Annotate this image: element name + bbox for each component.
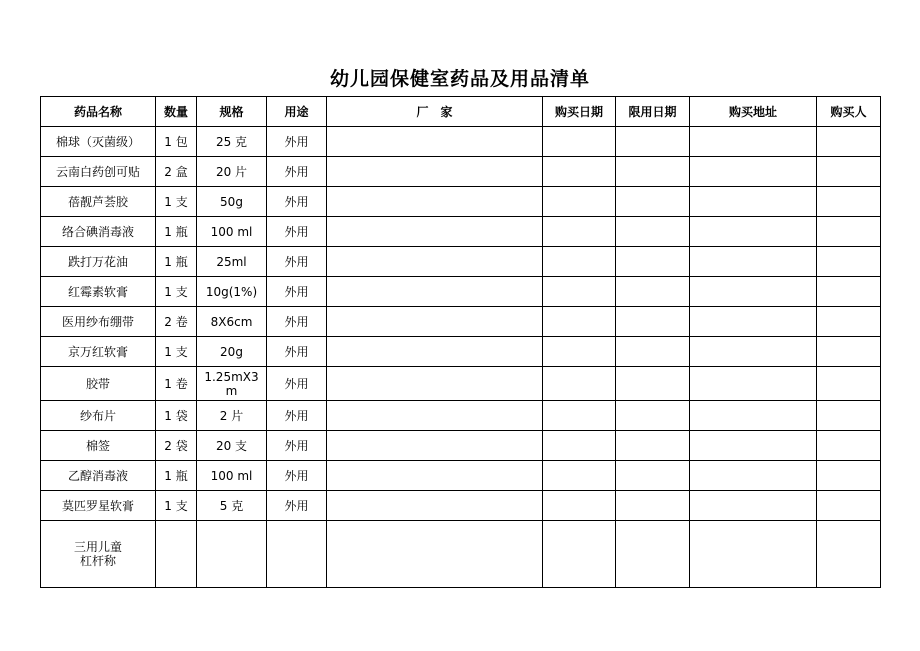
cell-manufacturer xyxy=(327,307,543,337)
cell-spec: 100 ml xyxy=(197,217,267,247)
table-row xyxy=(41,217,881,247)
cell-qty: 1 包 xyxy=(156,127,197,157)
cell-qty: 1 卷 xyxy=(156,367,197,401)
table-row xyxy=(41,187,881,217)
cell-name: 棉球（灭菌级） xyxy=(41,127,156,157)
cell-purchase-address xyxy=(690,157,817,187)
cell-name: 蓓靓芦荟胶 xyxy=(41,187,156,217)
header-purchase-address: 购买地址 xyxy=(690,97,817,127)
cell-manufacturer xyxy=(327,277,543,307)
table-row xyxy=(41,367,881,401)
cell-manufacturer xyxy=(327,337,543,367)
cell-manufacturer xyxy=(327,521,543,588)
cell-manufacturer xyxy=(327,401,543,431)
table-row xyxy=(41,491,881,521)
cell-expiry-date xyxy=(616,187,690,217)
cell-name: 络合碘消毒液 xyxy=(41,217,156,247)
cell-purchase-address xyxy=(690,127,817,157)
cell-purchaser xyxy=(817,277,881,307)
table-row xyxy=(41,337,881,367)
cell-purchase-date xyxy=(543,157,616,187)
cell-purchase-address xyxy=(690,367,817,401)
cell-name: 京万红软膏 xyxy=(41,337,156,367)
cell-manufacturer xyxy=(327,367,543,401)
cell-purchaser xyxy=(817,217,881,247)
cell-purchase-address xyxy=(690,491,817,521)
cell-purchaser xyxy=(817,521,881,588)
cell-purchase-address xyxy=(690,401,817,431)
cell-purchase-date xyxy=(543,277,616,307)
header-purchase-date: 购买日期 xyxy=(543,97,616,127)
inventory-table xyxy=(40,96,881,588)
cell-use: 外用 xyxy=(267,337,327,367)
header-qty: 数量 xyxy=(156,97,197,127)
cell-purchaser xyxy=(817,337,881,367)
cell-purchaser xyxy=(817,247,881,277)
cell-name: 胶带 xyxy=(41,367,156,401)
cell-name xyxy=(41,521,156,588)
cell-qty: 1 袋 xyxy=(156,401,197,431)
cell-purchaser xyxy=(817,431,881,461)
cell-purchase-date xyxy=(543,187,616,217)
cell-name-line1: 三用儿童 xyxy=(73,540,122,554)
cell-expiry-date xyxy=(616,461,690,491)
cell-name: 云南白药创可贴 xyxy=(41,157,156,187)
table-row xyxy=(41,401,881,431)
cell-purchase-date xyxy=(543,127,616,157)
cell-purchaser xyxy=(817,461,881,491)
header-expiry-date: 限用日期 xyxy=(616,97,690,127)
cell-purchase-address xyxy=(690,187,817,217)
cell-qty: 2 卷 xyxy=(156,307,197,337)
cell-use: 外用 xyxy=(267,247,327,277)
cell-use: 外用 xyxy=(267,277,327,307)
cell-qty xyxy=(156,521,197,588)
table-row xyxy=(41,127,881,157)
cell-use xyxy=(267,521,327,588)
cell-purchaser xyxy=(817,187,881,217)
cell-spec: 2 片 xyxy=(197,401,267,431)
cell-use: 外用 xyxy=(267,431,327,461)
cell-spec: 10g(1%) xyxy=(197,277,267,307)
cell-purchaser xyxy=(817,307,881,337)
cell-spec: 5 克 xyxy=(197,491,267,521)
table-row xyxy=(41,247,881,277)
cell-purchase-date xyxy=(543,521,616,588)
table-row xyxy=(41,431,881,461)
cell-purchase-address xyxy=(690,277,817,307)
cell-spec: 20g xyxy=(197,337,267,367)
cell-purchaser xyxy=(817,401,881,431)
table-row xyxy=(41,521,881,588)
cell-qty: 2 袋 xyxy=(156,431,197,461)
cell-name: 纱布片 xyxy=(41,401,156,431)
header-manufacturer: 厂 家 xyxy=(327,97,543,127)
cell-purchaser xyxy=(817,491,881,521)
cell-qty: 1 瓶 xyxy=(156,247,197,277)
cell-use: 外用 xyxy=(267,157,327,187)
cell-expiry-date xyxy=(616,337,690,367)
cell-manufacturer xyxy=(327,157,543,187)
cell-expiry-date xyxy=(616,367,690,401)
cell-purchase-address xyxy=(690,337,817,367)
cell-purchase-address xyxy=(690,461,817,491)
cell-expiry-date xyxy=(616,217,690,247)
cell-qty: 1 支 xyxy=(156,491,197,521)
cell-use: 外用 xyxy=(267,187,327,217)
cell-purchaser xyxy=(817,157,881,187)
cell-manufacturer xyxy=(327,431,543,461)
cell-expiry-date xyxy=(616,401,690,431)
cell-purchase-date xyxy=(543,431,616,461)
cell-name: 乙醇消毒液 xyxy=(41,461,156,491)
cell-spec: 8X6cm xyxy=(197,307,267,337)
table-row xyxy=(41,307,881,337)
cell-expiry-date xyxy=(616,277,690,307)
cell-use: 外用 xyxy=(267,491,327,521)
cell-purchase-address xyxy=(690,247,817,277)
cell-qty: 1 支 xyxy=(156,277,197,307)
cell-name: 医用纱布绷带 xyxy=(41,307,156,337)
cell-use: 外用 xyxy=(267,307,327,337)
cell-purchase-date xyxy=(543,337,616,367)
cell-name-line2: 杠杆称 xyxy=(79,554,116,568)
cell-purchase-address xyxy=(690,217,817,247)
cell-name: 莫匹罗星软膏 xyxy=(41,491,156,521)
cell-manufacturer xyxy=(327,187,543,217)
table-row xyxy=(41,157,881,187)
cell-purchase-date xyxy=(543,307,616,337)
cell-expiry-date xyxy=(616,431,690,461)
cell-qty: 2 盒 xyxy=(156,157,197,187)
cell-qty: 1 瓶 xyxy=(156,461,197,491)
cell-purchase-address xyxy=(690,431,817,461)
cell-qty: 1 瓶 xyxy=(156,217,197,247)
cell-expiry-date xyxy=(616,307,690,337)
table-row xyxy=(41,277,881,307)
cell-expiry-date xyxy=(616,127,690,157)
cell-spec: 25ml xyxy=(197,247,267,277)
cell-expiry-date xyxy=(616,247,690,277)
cell-use: 外用 xyxy=(267,127,327,157)
cell-purchaser xyxy=(817,367,881,401)
cell-manufacturer xyxy=(327,127,543,157)
cell-use: 外用 xyxy=(267,367,327,401)
header-name: 药品名称 xyxy=(41,97,156,127)
cell-spec: 100 ml xyxy=(197,461,267,491)
cell-spec xyxy=(197,521,267,588)
cell-expiry-date xyxy=(616,491,690,521)
cell-spec: 1.25mX3m xyxy=(197,367,267,401)
cell-name: 红霉素软膏 xyxy=(41,277,156,307)
cell-purchase-date xyxy=(543,247,616,277)
cell-name: 棉签 xyxy=(41,431,156,461)
cell-qty: 1 支 xyxy=(156,187,197,217)
cell-manufacturer xyxy=(327,461,543,491)
cell-qty: 1 支 xyxy=(156,337,197,367)
cell-use: 外用 xyxy=(267,217,327,247)
header-row xyxy=(41,97,881,127)
header-use: 用途 xyxy=(267,97,327,127)
cell-use: 外用 xyxy=(267,401,327,431)
cell-spec: 25 克 xyxy=(197,127,267,157)
cell-purchase-address xyxy=(690,307,817,337)
cell-purchase-address xyxy=(690,521,817,588)
cell-purchase-date xyxy=(543,401,616,431)
cell-expiry-date xyxy=(616,521,690,588)
header-spec: 规格 xyxy=(197,97,267,127)
cell-purchase-date xyxy=(543,367,616,401)
cell-expiry-date xyxy=(616,157,690,187)
cell-purchase-date xyxy=(543,461,616,491)
cell-spec: 20 片 xyxy=(197,157,267,187)
cell-use: 外用 xyxy=(267,461,327,491)
cell-purchaser xyxy=(817,127,881,157)
cell-purchase-date xyxy=(543,217,616,247)
cell-spec: 50g xyxy=(197,187,267,217)
cell-manufacturer xyxy=(327,491,543,521)
document-title: 幼儿园保健室药品及用品清单 xyxy=(329,68,590,90)
cell-name: 跌打万花油 xyxy=(41,247,156,277)
cell-purchase-date xyxy=(543,491,616,521)
table-row xyxy=(41,461,881,491)
cell-spec: 20 支 xyxy=(197,431,267,461)
cell-manufacturer xyxy=(327,247,543,277)
cell-manufacturer xyxy=(327,217,543,247)
header-purchaser: 购买人 xyxy=(817,97,881,127)
